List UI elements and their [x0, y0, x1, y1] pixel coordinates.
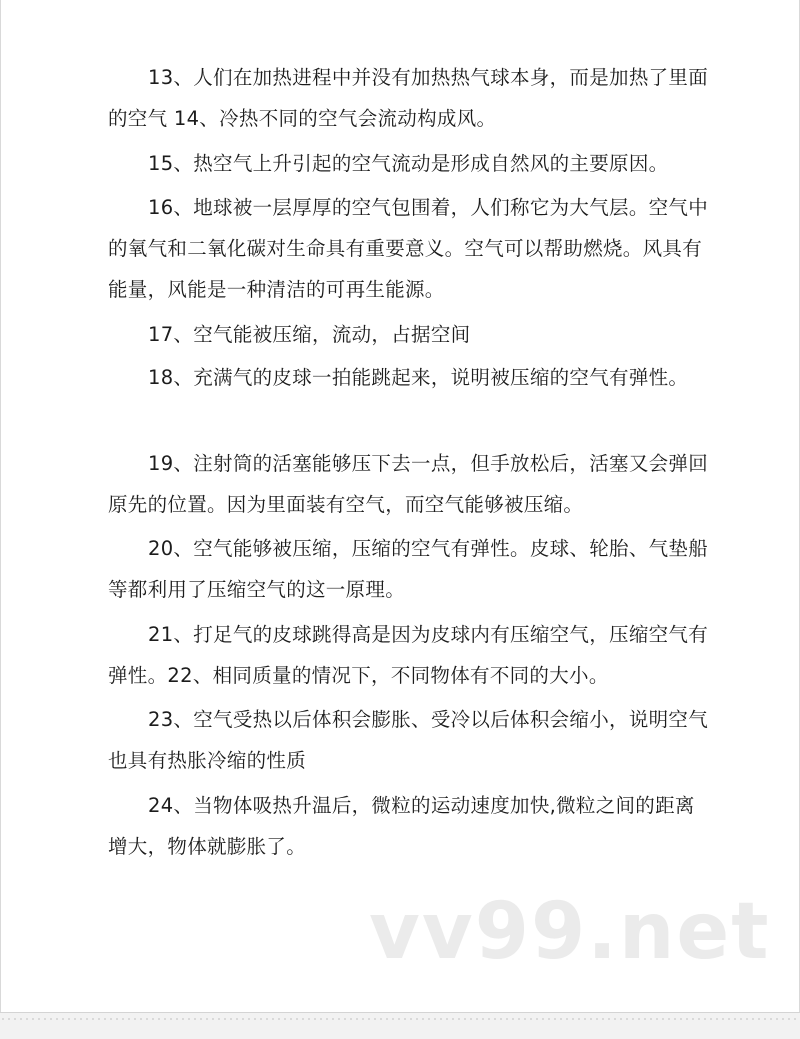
paragraph-20: 20、空气能够被压缩，压缩的空气有弹性。皮球、轮胎、气垫船等都利用了压缩空气的这一原理。	[108, 537, 709, 601]
paragraph-19: 19、注射筒的活塞能够压下去一点，但手放松后，活塞又会弹回原先的位置。因为里面装有空气，而空气能够被压缩。	[108, 452, 709, 516]
paragraph-21-22: 21、打足气的皮球跳得高是因为皮球内有压缩空气，压缩空气有弹性。22、相同质量的情况下，不同物体有不同的大小。	[108, 623, 709, 687]
paragraph-18: 18、充满气的皮球一拍能跳起来，说明被压缩的空气有弹性。	[148, 366, 689, 389]
paragraph-13-14: 13、人们在加热进程中并没有加热热气球本身，而是加热了里面的空气 14、冷热不同的空气会流动构成风。	[108, 66, 709, 130]
paragraph-24: 24、当物体吸热升温后，微粒的运动速度加快,微粒之间的距离增大，物体就膨胀了。	[108, 794, 695, 858]
paragraph-23: 23、空气受热以后体积会膨胀、受冷以后体积会缩小，说明空气也具有热胀冷缩的性质	[108, 708, 709, 772]
page-footer-pattern	[0, 1016, 800, 1022]
paragraph-17: 17、空气能被压缩，流动，占据空间	[148, 323, 471, 346]
paragraph-15: 15、热空气上升引起的空气流动是形成自然风的主要原因。	[148, 152, 669, 175]
watermark-text: vv99.net	[369, 887, 771, 977]
paragraph-16: 16、地球被一层厚厚的空气包围着，人们称它为大气层。空气中的氧气和二氧化碳对生命具有重要意义。空气可以帮助燃烧。风具有能量，风能是一种清洁的可再生能源。	[108, 196, 709, 301]
